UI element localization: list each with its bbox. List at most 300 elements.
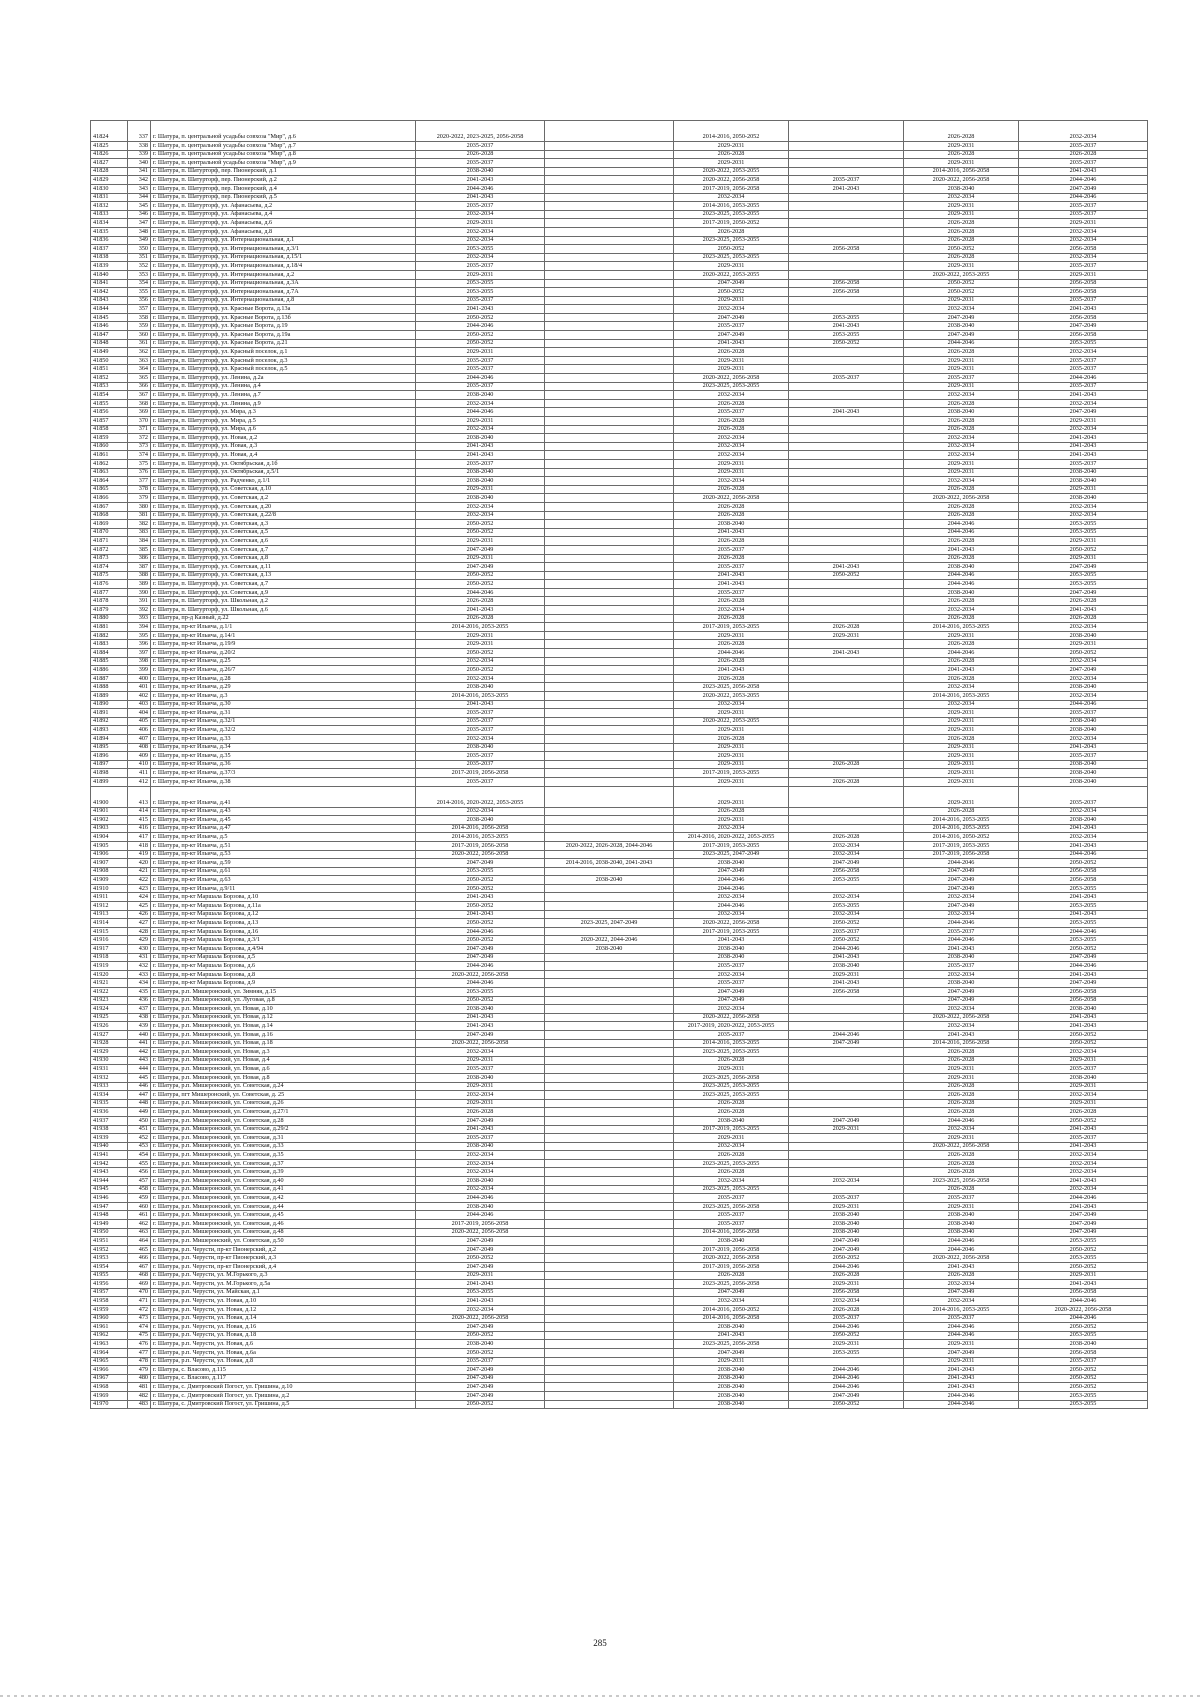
row-number-cell: 357	[128, 305, 151, 314]
period-cell-4	[789, 121, 904, 142]
row-id-cell: 41965	[91, 1357, 128, 1366]
period-cell-1: 2047-2049	[416, 563, 545, 572]
period-cell-4	[789, 769, 904, 778]
period-cell-4: 2032-2034	[789, 1177, 904, 1186]
period-cell-1: 2038-2040	[416, 1340, 545, 1349]
period-cell-6: 2044-2046	[1019, 374, 1148, 383]
period-cell-1: 2014-2016, 2053-2055	[416, 833, 545, 842]
period-cell-1: 2053-2055	[416, 288, 545, 297]
period-cell-5: 2044-2046	[904, 571, 1019, 580]
period-cell-5: 2032-2034	[904, 391, 1019, 400]
period-cell-3: 2035-2037	[674, 979, 789, 988]
row-id-cell: 41866	[91, 494, 128, 503]
period-cell-4	[789, 1108, 904, 1117]
period-cell-2	[545, 850, 674, 859]
period-cell-1: 2020-2022, 2056-2058	[416, 970, 545, 979]
period-cell-4	[789, 1048, 904, 1057]
row-number-cell: 363	[128, 356, 151, 365]
address-cell: г. Шатура, р.п. Мишеронский, ул. Советская, д.24	[151, 1082, 416, 1091]
period-cell-4	[789, 614, 904, 623]
table-row	[91, 786, 1148, 807]
period-cell-4	[789, 417, 904, 426]
period-cell-1: 2050-2052	[416, 649, 545, 658]
period-cell-3: 2041-2043	[674, 936, 789, 945]
row-id-cell: 41964	[91, 1348, 128, 1357]
period-cell-4: 2047-2049	[789, 859, 904, 868]
period-cell-2	[545, 520, 674, 529]
address-cell: г. Шатура, р.п. Мишеронский, ул. Советская, д.41	[151, 1185, 416, 1194]
period-cell-1: 2038-2040	[416, 1142, 545, 1151]
row-id-cell: 41881	[91, 623, 128, 632]
row-id-cell: 41899	[91, 777, 128, 786]
table-row	[91, 709, 1148, 718]
address-cell: г. Шатура, п. Шатурторф, ул. Афанасьева, д.4	[151, 210, 416, 219]
period-cell-5: 2041-2043	[904, 666, 1019, 675]
period-cell-2	[545, 1400, 674, 1409]
period-cell-4	[789, 692, 904, 701]
period-cell-5: 2026-2028	[904, 1185, 1019, 1194]
period-cell-4	[789, 606, 904, 615]
row-number-cell: 375	[128, 459, 151, 468]
period-cell-3: 2026-2028	[674, 554, 789, 563]
period-cell-4	[789, 537, 904, 546]
row-id-cell: 41922	[91, 988, 128, 997]
period-cell-3: 2029-2031	[674, 777, 789, 786]
period-cell-1: 2032-2034	[416, 1185, 545, 1194]
row-id-cell: 41840	[91, 270, 128, 279]
period-cell-4: 2038-2040	[789, 1211, 904, 1220]
row-number-cell: 477	[128, 1348, 151, 1357]
row-number-cell: 443	[128, 1056, 151, 1065]
row-number-cell: 344	[128, 193, 151, 202]
period-cell-3: 2017-2019, 2020-2022, 2053-2055	[674, 1022, 789, 1031]
period-cell-2	[545, 623, 674, 632]
period-cell-4: 2041-2043	[789, 322, 904, 331]
period-cell-4: 2047-2049	[789, 1237, 904, 1246]
period-cell-2	[545, 1048, 674, 1057]
row-number-cell: 422	[128, 876, 151, 885]
period-cell-3: 2026-2028	[674, 1099, 789, 1108]
period-cell-6: 2050-2052	[1019, 1374, 1148, 1383]
period-cell-4: 2056-2058	[789, 1288, 904, 1297]
address-cell: г. Шатура, пр-кт Маршала Борзова, д.12	[151, 910, 416, 919]
period-cell-3: 2026-2028	[674, 674, 789, 683]
row-id-cell: 41832	[91, 202, 128, 211]
period-cell-4	[789, 640, 904, 649]
period-cell-1: 2047-2049	[416, 1323, 545, 1332]
period-cell-5: 2050-2052	[904, 279, 1019, 288]
period-cell-5: 2047-2049	[904, 902, 1019, 911]
period-cell-1: 2032-2034	[416, 236, 545, 245]
address-cell: г. Шатура, р.п. Мишеронский, ул. Советская, д.31	[151, 1134, 416, 1143]
row-number-cell: 413	[128, 786, 151, 807]
period-cell-6: 2035-2037	[1019, 1134, 1148, 1143]
period-cell-3: 2017-2019, 2053-2055	[674, 841, 789, 850]
period-cell-4: 2050-2052	[789, 936, 904, 945]
period-cell-1: 2029-2031	[416, 640, 545, 649]
row-number-cell: 401	[128, 683, 151, 692]
table-row	[91, 1237, 1148, 1246]
period-cell-3: 2029-2031	[674, 709, 789, 718]
table-row	[91, 902, 1148, 911]
period-cell-6: 2032-2034	[1019, 674, 1148, 683]
period-cell-5: 2044-2046	[904, 919, 1019, 928]
row-number-cell: 359	[128, 322, 151, 331]
row-id-cell: 41888	[91, 683, 128, 692]
period-cell-2	[545, 425, 674, 434]
period-cell-5: 2014-2016, 2050-2052	[904, 833, 1019, 842]
row-id-cell: 41931	[91, 1065, 128, 1074]
row-number-cell: 426	[128, 910, 151, 919]
address-cell: г. Шатура, р.п. Мишеронский, ул. Советская, д.39	[151, 1168, 416, 1177]
address-cell: г. Шатура, п. Шатурторф, пер. Пионерский, д.4	[151, 184, 416, 193]
period-cell-6: 2044-2046	[1019, 176, 1148, 185]
address-cell: г. Шатура, п. Шатурторф, ул. Интернациональная, д.2	[151, 270, 416, 279]
row-id-cell: 41926	[91, 1022, 128, 1031]
period-cell-3: 2038-2040	[674, 1323, 789, 1332]
period-cell-4: 2050-2052	[789, 1400, 904, 1409]
row-id-cell: 41919	[91, 962, 128, 971]
period-cell-4	[789, 391, 904, 400]
period-cell-3: 2026-2028	[674, 1271, 789, 1280]
period-cell-4: 2056-2058	[789, 245, 904, 254]
row-number-cell: 439	[128, 1022, 151, 1031]
period-cell-1: 2020-2022, 2056-2058	[416, 1039, 545, 1048]
address-cell: г. Шатура, п. Шатурторф, ул. Советская, д.8	[151, 554, 416, 563]
period-cell-3: 2038-2040	[674, 1116, 789, 1125]
period-cell-6: 2050-2052	[1019, 1383, 1148, 1392]
period-cell-5: 2038-2040	[904, 184, 1019, 193]
period-cell-3: 2026-2028	[674, 1168, 789, 1177]
period-cell-6: 2038-2040	[1019, 777, 1148, 786]
period-cell-6: 2032-2034	[1019, 236, 1148, 245]
period-cell-3: 2038-2040	[674, 520, 789, 529]
row-id-cell: 41925	[91, 1013, 128, 1022]
row-number-cell: 449	[128, 1108, 151, 1117]
period-cell-5: 2038-2040	[904, 1211, 1019, 1220]
row-id-cell: 41915	[91, 927, 128, 936]
row-number-cell: 482	[128, 1391, 151, 1400]
period-cell-5: 2029-2031	[904, 769, 1019, 778]
row-id-cell: 41885	[91, 657, 128, 666]
address-cell: г. Шатура, р.п. Мишеронский, ул. Советская, д.44	[151, 1202, 416, 1211]
address-cell: г. Шатура, пр-кт Ильича, д.63	[151, 876, 416, 885]
table-row	[91, 717, 1148, 726]
table-row	[91, 159, 1148, 168]
row-id-cell: 41861	[91, 451, 128, 460]
table-row	[91, 1348, 1148, 1357]
address-cell: г. Шатура, р.п. Черусти, пр-кт Пионерский, д.3	[151, 1254, 416, 1263]
row-number-cell: 445	[128, 1073, 151, 1082]
period-cell-4: 2026-2028	[789, 777, 904, 786]
period-cell-1: 2032-2034	[416, 1305, 545, 1314]
table-row	[91, 554, 1148, 563]
period-cell-6: 2029-2031	[1019, 417, 1148, 426]
table-row	[91, 1073, 1148, 1082]
row-id-cell: 41939	[91, 1134, 128, 1143]
period-cell-4: 2032-2034	[789, 893, 904, 902]
period-cell-5: 2026-2028	[904, 674, 1019, 683]
period-cell-6: 2038-2040	[1019, 1005, 1148, 1014]
period-cell-4: 2029-2031	[789, 631, 904, 640]
period-cell-5: 2026-2028	[904, 399, 1019, 408]
period-cell-3: 2041-2043	[674, 528, 789, 537]
period-cell-6: 2041-2043	[1019, 1280, 1148, 1289]
address-cell: г. Шатура, р.п. Мишеронский, ул. Новая, д.4	[151, 1056, 416, 1065]
table-row	[91, 1323, 1148, 1332]
period-cell-2	[545, 391, 674, 400]
table-row	[91, 910, 1148, 919]
row-number-cell: 469	[128, 1280, 151, 1289]
period-cell-6: 2050-2052	[1019, 1366, 1148, 1375]
row-number-cell: 441	[128, 1039, 151, 1048]
table-row	[91, 734, 1148, 743]
row-number-cell: 384	[128, 537, 151, 546]
row-number-cell: 412	[128, 777, 151, 786]
row-id-cell: 41946	[91, 1194, 128, 1203]
period-cell-5: 2032-2034	[904, 451, 1019, 460]
address-cell: г. Шатура, пр-кт Ильича, д.61	[151, 867, 416, 876]
row-id-cell: 41855	[91, 399, 128, 408]
period-cell-3: 2026-2028	[674, 511, 789, 520]
row-id-cell: 41889	[91, 692, 128, 701]
table-row	[91, 824, 1148, 833]
row-number-cell: 470	[128, 1288, 151, 1297]
address-cell: г. Шатура, пр-кт Ильича, д.33	[151, 734, 416, 743]
period-cell-4: 2038-2040	[789, 1228, 904, 1237]
address-cell: г. Шатура, п. Шатурторф, ул. Советская, д.20	[151, 502, 416, 511]
row-id-cell: 41860	[91, 442, 128, 451]
row-number-cell: 355	[128, 288, 151, 297]
period-cell-4	[789, 734, 904, 743]
period-cell-5: 2044-2046	[904, 528, 1019, 537]
row-id-cell: 41846	[91, 322, 128, 331]
period-cell-5: 2044-2046	[904, 649, 1019, 658]
period-cell-1: 2020-2022, 2023-2025, 2056-2058	[416, 121, 545, 142]
period-cell-3: 2032-2034	[674, 391, 789, 400]
period-cell-3: 2038-2040	[674, 1237, 789, 1246]
address-cell: г. Шатура, п. Шатурторф, ул. Красный поселок, д.1	[151, 348, 416, 357]
period-cell-1: 2035-2037	[416, 365, 545, 374]
period-cell-2: 2038-2040	[545, 876, 674, 885]
period-cell-3: 2017-2019, 2056-2058	[674, 184, 789, 193]
row-id-cell: 41918	[91, 953, 128, 962]
period-cell-4: 2056-2058	[789, 988, 904, 997]
period-cell-5: 2029-2031	[904, 142, 1019, 151]
period-cell-1: 2038-2040	[416, 434, 545, 443]
address-cell: г. Шатура, пр-кт Ильича, д.47	[151, 824, 416, 833]
period-cell-3: 2047-2049	[674, 279, 789, 288]
period-cell-3: 2023-2025, 2056-2058	[674, 1340, 789, 1349]
period-cell-3: 2017-2019, 2053-2055	[674, 1125, 789, 1134]
period-cell-2	[545, 1271, 674, 1280]
period-cell-6: 2035-2037	[1019, 1065, 1148, 1074]
period-cell-6: 2044-2046	[1019, 927, 1148, 936]
row-id-cell: 41894	[91, 734, 128, 743]
page-number: 285	[593, 1638, 607, 1648]
period-cell-2	[545, 1125, 674, 1134]
row-id-cell: 41869	[91, 520, 128, 529]
period-cell-3: 2014-2016, 2056-2058	[674, 1228, 789, 1237]
table-row	[91, 1263, 1148, 1272]
period-cell-4	[789, 442, 904, 451]
row-number-cell: 393	[128, 614, 151, 623]
period-cell-4	[789, 210, 904, 219]
period-cell-4: 2044-2046	[789, 1374, 904, 1383]
row-number-cell: 349	[128, 236, 151, 245]
period-cell-1: 2044-2046	[416, 979, 545, 988]
row-id-cell: 41868	[91, 511, 128, 520]
period-cell-5: 2029-2031	[904, 631, 1019, 640]
table-row	[91, 588, 1148, 597]
table-row	[91, 692, 1148, 701]
period-cell-2: 2020-2022, 2044-2046	[545, 936, 674, 945]
row-number-cell: 435	[128, 988, 151, 997]
address-cell: г. Шатура, р.п. Черусти, пр-кт Пионерский, д.4	[151, 1263, 416, 1272]
period-cell-1: 2053-2055	[416, 245, 545, 254]
period-cell-4: 2044-2046	[789, 945, 904, 954]
period-cell-5: 2032-2034	[904, 970, 1019, 979]
row-id-cell: 41852	[91, 374, 128, 383]
period-cell-1: 2047-2049	[416, 1391, 545, 1400]
period-cell-3: 2014-2016, 2053-2055	[674, 202, 789, 211]
period-cell-5: 2038-2040	[904, 979, 1019, 988]
period-cell-2	[545, 313, 674, 322]
period-cell-2	[545, 777, 674, 786]
table-row	[91, 563, 1148, 572]
period-cell-2	[545, 743, 674, 752]
table-row	[91, 1220, 1148, 1229]
period-cell-1: 2032-2034	[416, 227, 545, 236]
row-number-cell: 471	[128, 1297, 151, 1306]
period-cell-4: 2041-2043	[789, 953, 904, 962]
table-row	[91, 945, 1148, 954]
period-cell-1: 2044-2046	[416, 184, 545, 193]
period-cell-2: 2023-2025, 2047-2049	[545, 919, 674, 928]
row-id-cell: 41884	[91, 649, 128, 658]
period-cell-2	[545, 434, 674, 443]
row-id-cell: 41900	[91, 786, 128, 807]
address-cell: г. Шатура, п. центральной усадьбы совхоза "Мир", д.7	[151, 142, 416, 151]
address-cell: г. Шатура, р.п. Мишеронский, ул. Советская, д.26	[151, 1099, 416, 1108]
period-cell-1: 2020-2022, 2056-2058	[416, 1314, 545, 1323]
period-cell-3: 2029-2031	[674, 752, 789, 761]
row-id-cell: 41934	[91, 1091, 128, 1100]
period-cell-2	[545, 279, 674, 288]
table-row	[91, 391, 1148, 400]
row-id-cell: 41930	[91, 1056, 128, 1065]
period-cell-2	[545, 485, 674, 494]
period-cell-5: 2014-2016, 2056-2058	[904, 1039, 1019, 1048]
period-cell-6: 2047-2049	[1019, 953, 1148, 962]
address-cell: г. Шатура, пр-д Казный, д.22	[151, 614, 416, 623]
period-cell-6: 2056-2058	[1019, 331, 1148, 340]
address-cell: г. Шатура, пр-кт Ильича, д.36	[151, 760, 416, 769]
period-cell-5: 2041-2043	[904, 1030, 1019, 1039]
period-cell-3: 2026-2028	[674, 227, 789, 236]
period-cell-6: 2035-2037	[1019, 365, 1148, 374]
period-cell-3: 2014-2016, 2050-2052	[674, 1305, 789, 1314]
period-cell-1: 2032-2034	[416, 502, 545, 511]
table-row	[91, 468, 1148, 477]
address-cell: г. Шатура, пр-кт Ильича, д.30	[151, 700, 416, 709]
table-row	[91, 606, 1148, 615]
period-cell-4: 2041-2043	[789, 979, 904, 988]
period-cell-3: 2026-2028	[674, 150, 789, 159]
period-cell-4: 2044-2046	[789, 1366, 904, 1375]
period-cell-6: 2038-2040	[1019, 816, 1148, 825]
period-cell-1: 2047-2049	[416, 1116, 545, 1125]
period-cell-5: 2047-2049	[904, 867, 1019, 876]
period-cell-6: 2047-2049	[1019, 1211, 1148, 1220]
period-cell-6: 2041-2043	[1019, 305, 1148, 314]
address-cell: г. Шатура, п. Шатурторф, ул. Октябрьская, д.1б	[151, 459, 416, 468]
period-cell-3: 2026-2028	[674, 417, 789, 426]
period-cell-5: 2044-2046	[904, 580, 1019, 589]
period-cell-2	[545, 121, 674, 142]
period-cell-2	[545, 614, 674, 623]
address-cell: г. Шатура, пр-кт Ильича, д.37/3	[151, 769, 416, 778]
row-id-cell: 41932	[91, 1073, 128, 1082]
table-row	[91, 288, 1148, 297]
period-cell-4	[789, 726, 904, 735]
period-cell-6: 2056-2058	[1019, 279, 1148, 288]
row-id-cell: 41929	[91, 1048, 128, 1057]
period-cell-2	[545, 893, 674, 902]
row-id-cell: 41910	[91, 884, 128, 893]
table-row	[91, 1400, 1148, 1409]
period-cell-4	[789, 159, 904, 168]
period-cell-4	[789, 1082, 904, 1091]
address-cell: г. Шатура, п. Шатурторф, ул. Ленина, д.4	[151, 382, 416, 391]
period-cell-6: 2044-2046	[1019, 1194, 1148, 1203]
period-cell-1: 2035-2037	[416, 726, 545, 735]
table-row	[91, 876, 1148, 885]
period-cell-4	[789, 666, 904, 675]
address-cell: г. Шатура, пр-кт Ильича, д.59	[151, 859, 416, 868]
period-cell-6: 2035-2037	[1019, 142, 1148, 151]
period-cell-5: 2014-2016, 2053-2055	[904, 816, 1019, 825]
address-cell: г. Шатура, п. Шатурторф, ул. Красные Ворота, д.19а	[151, 331, 416, 340]
period-cell-4	[789, 1091, 904, 1100]
period-cell-6: 2044-2046	[1019, 700, 1148, 709]
period-cell-1: 2035-2037	[416, 262, 545, 271]
period-cell-6: 2038-2040	[1019, 726, 1148, 735]
row-number-cell: 429	[128, 936, 151, 945]
period-cell-6: 2041-2043	[1019, 442, 1148, 451]
row-id-cell: 41933	[91, 1082, 128, 1091]
period-cell-1: 2032-2034	[416, 253, 545, 262]
row-id-cell: 41841	[91, 279, 128, 288]
row-number-cell: 376	[128, 468, 151, 477]
period-cell-3: 2032-2034	[674, 824, 789, 833]
address-cell: г. Шатура, с. Дмитровский Погост, ул. Гришина, д.10	[151, 1383, 416, 1392]
period-cell-5: 2026-2028	[904, 417, 1019, 426]
period-cell-5: 2038-2040	[904, 1228, 1019, 1237]
period-cell-4	[789, 752, 904, 761]
period-cell-1: 2032-2034	[416, 399, 545, 408]
row-number-cell: 410	[128, 760, 151, 769]
period-cell-5: 2038-2040	[904, 953, 1019, 962]
period-cell-6: 2032-2034	[1019, 734, 1148, 743]
period-cell-1: 2050-2052	[416, 313, 545, 322]
table-row	[91, 451, 1148, 460]
row-id-cell: 41893	[91, 726, 128, 735]
period-cell-4	[789, 657, 904, 666]
period-cell-6: 2041-2043	[1019, 841, 1148, 850]
address-cell: г. Шатура, р.п. Мишеронский, ул. Советская, д.27/1	[151, 1108, 416, 1117]
period-cell-5: 2026-2028	[904, 1108, 1019, 1117]
